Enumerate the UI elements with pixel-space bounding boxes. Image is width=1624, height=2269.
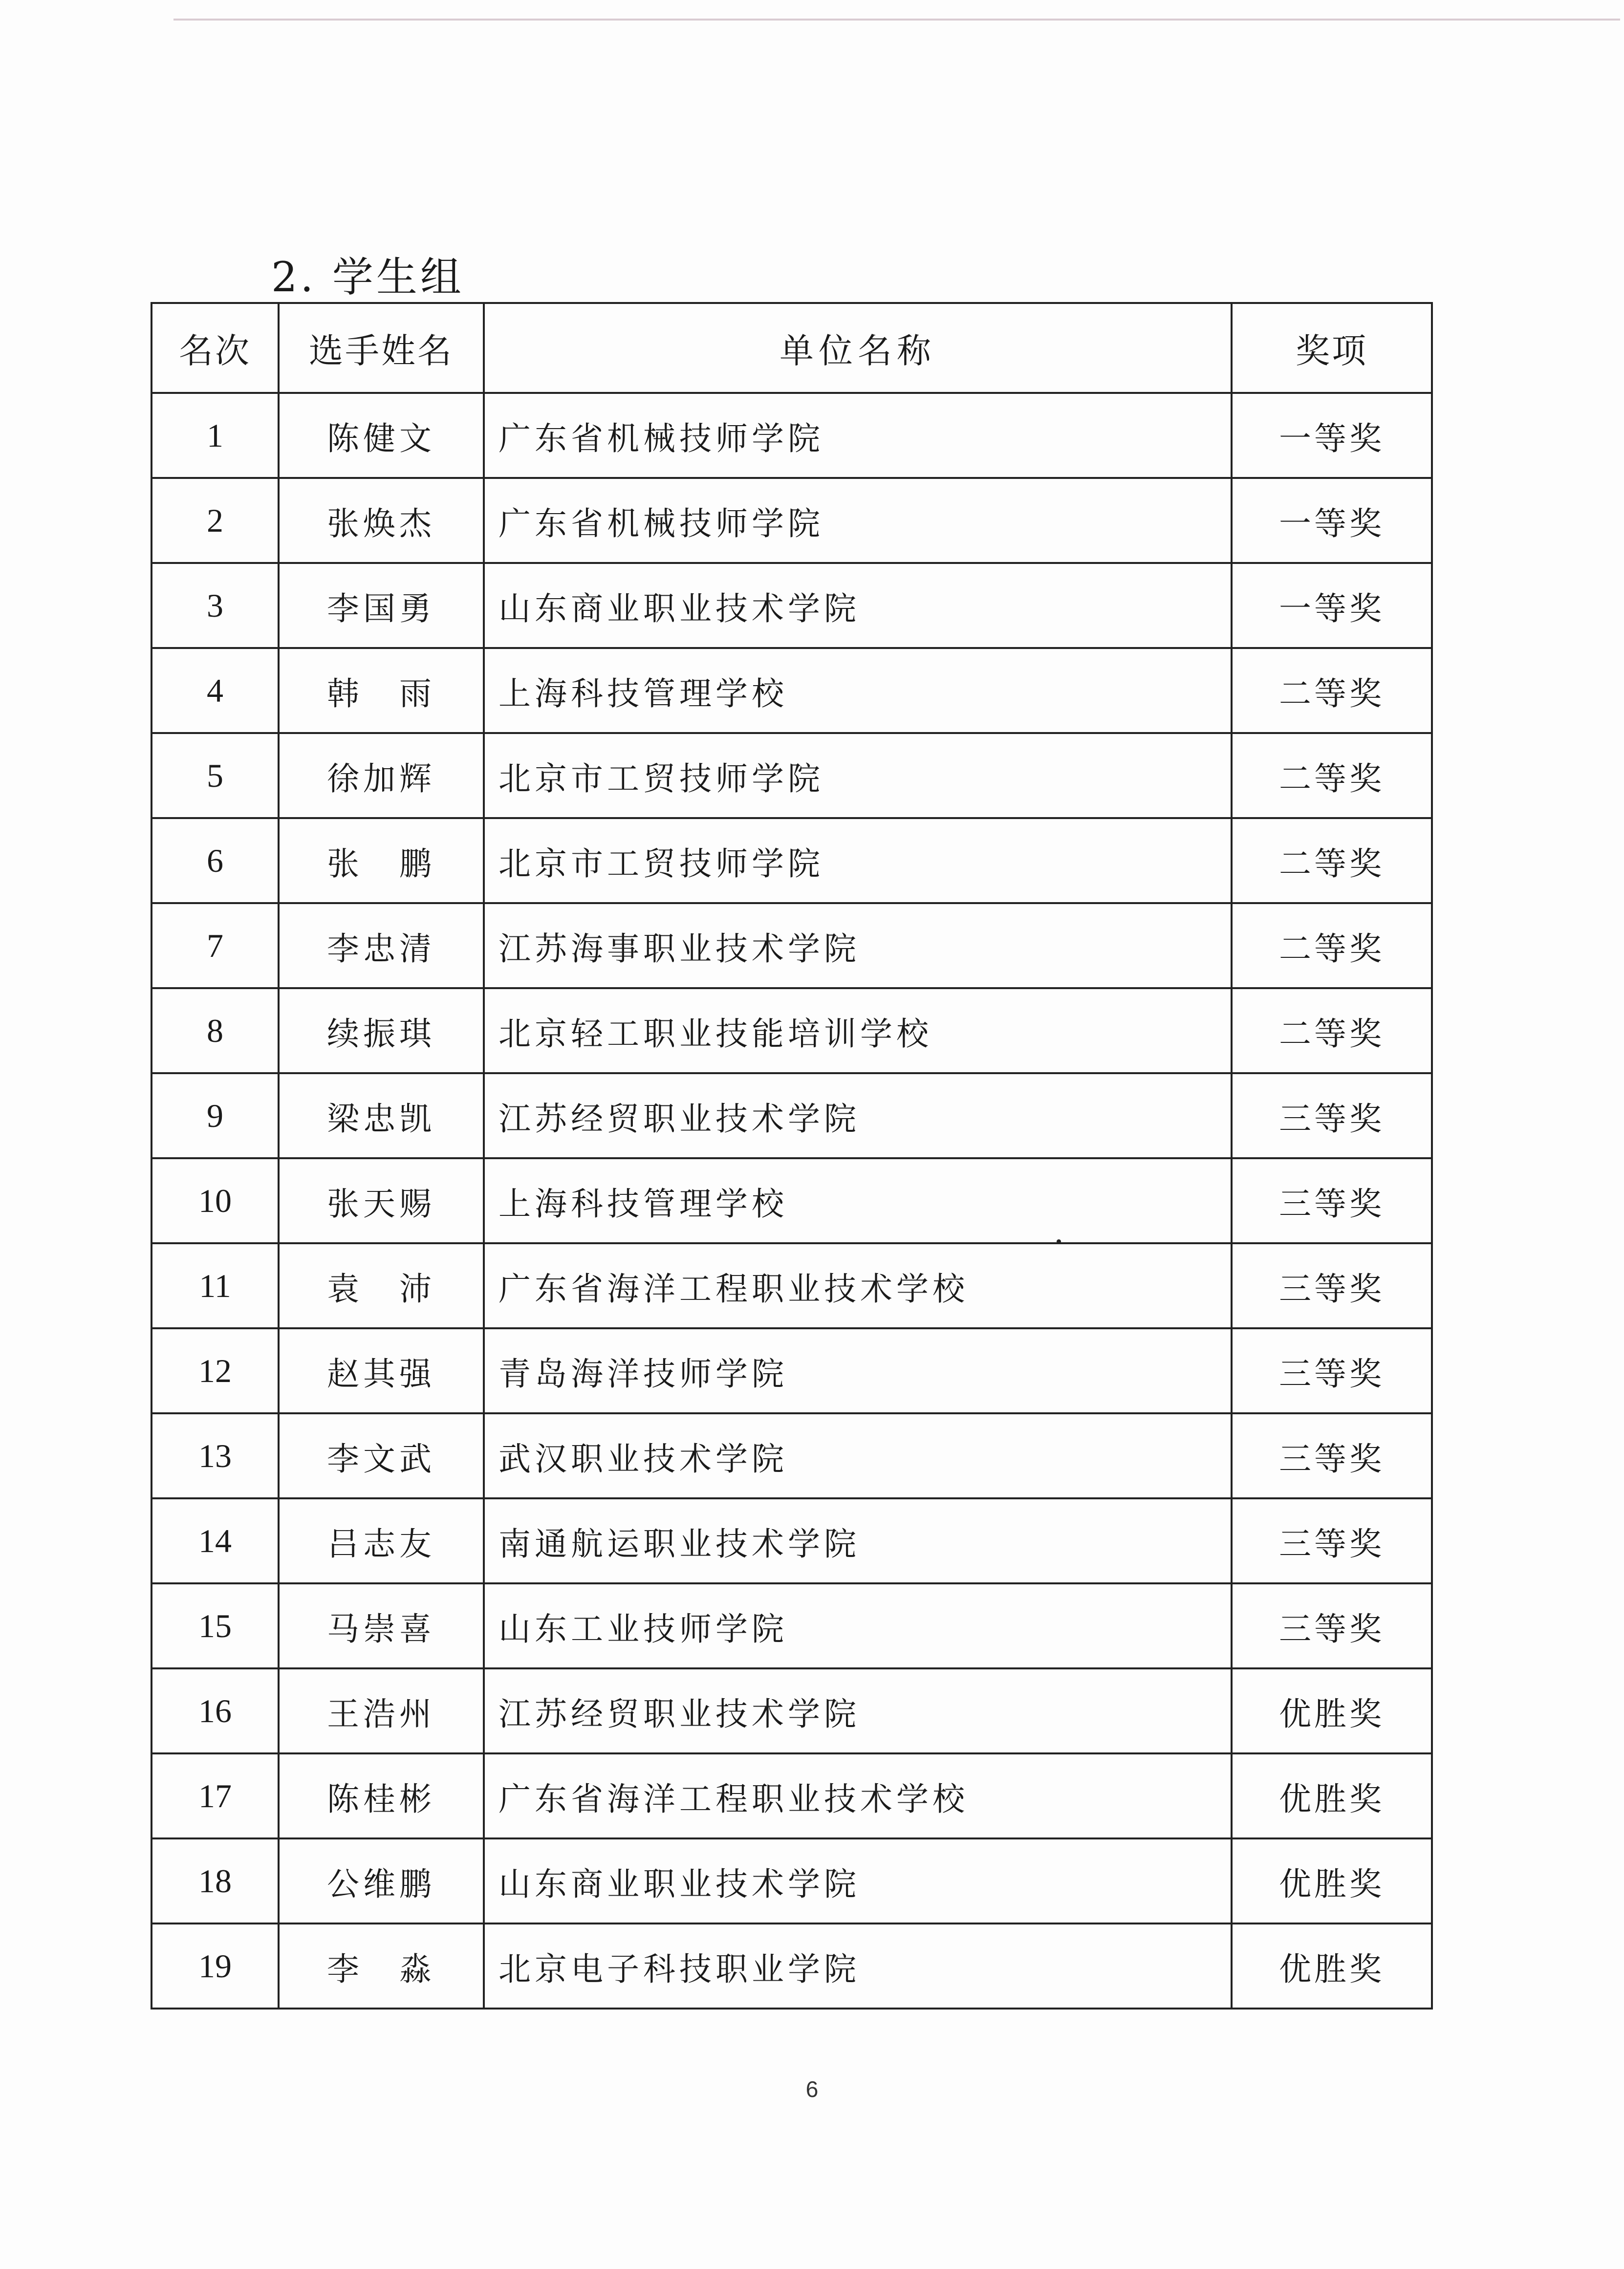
cell-unit: 北京市工贸技师学院 <box>484 733 1232 818</box>
cell-unit: 青岛海洋技师学院 <box>484 1328 1232 1413</box>
cell-unit: 广东省机械技师学院 <box>484 478 1232 563</box>
cell-name: 李国勇 <box>279 563 484 648</box>
cell-award: 三等奖 <box>1232 1583 1432 1668</box>
cell-name: 公维鹏 <box>279 1838 484 1923</box>
cell-award: 二等奖 <box>1232 733 1432 818</box>
cell-unit: 北京电子科技职业学院 <box>484 1923 1232 2009</box>
cell-unit: 江苏海事职业技术学院 <box>484 903 1232 988</box>
cell-unit: 江苏经贸职业技术学院 <box>484 1668 1232 1753</box>
table-row <box>152 903 1432 988</box>
cell-award: 二等奖 <box>1232 988 1432 1073</box>
award-table <box>151 302 1433 2010</box>
cell-award: 优胜奖 <box>1232 1753 1432 1838</box>
cell-award: 优胜奖 <box>1232 1668 1432 1753</box>
cell-name: 张 鹏 <box>279 818 484 903</box>
table-row <box>152 1838 1432 1923</box>
cell-rank: 10 <box>152 1158 279 1243</box>
cell-award: 优胜奖 <box>1232 1923 1432 2009</box>
header-award: 奖项 <box>1232 303 1432 393</box>
table-row <box>152 1328 1432 1413</box>
cell-unit: 江苏经贸职业技术学院 <box>484 1073 1232 1158</box>
table-row <box>152 1753 1432 1838</box>
header-rank: 名次 <box>152 303 279 393</box>
cell-award: 一等奖 <box>1232 393 1432 478</box>
section-title: 2. 学生组 <box>271 253 464 301</box>
table-row <box>152 1413 1432 1498</box>
cell-award: 二等奖 <box>1232 903 1432 988</box>
cell-name: 续振琪 <box>279 988 484 1073</box>
cell-rank: 19 <box>152 1923 279 2009</box>
table-row <box>152 478 1432 563</box>
cell-award: 三等奖 <box>1232 1328 1432 1413</box>
cell-name: 赵其强 <box>279 1328 484 1413</box>
cell-name: 袁 沛 <box>279 1243 484 1328</box>
table-row <box>152 1583 1432 1668</box>
header-unit: 单位名称 <box>484 303 1232 393</box>
cell-name: 张焕杰 <box>279 478 484 563</box>
table-row <box>152 818 1432 903</box>
cell-unit: 山东工业技师学院 <box>484 1583 1232 1668</box>
cell-rank: 5 <box>152 733 279 818</box>
cell-name: 王浩州 <box>279 1668 484 1753</box>
table-row <box>152 988 1432 1073</box>
table-row <box>152 1243 1432 1328</box>
cell-award: 优胜奖 <box>1232 1838 1432 1923</box>
cell-name: 韩 雨 <box>279 648 484 733</box>
table-row <box>152 1073 1432 1158</box>
table-header <box>152 303 1432 393</box>
cell-rank: 16 <box>152 1668 279 1753</box>
cell-award: 一等奖 <box>1232 478 1432 563</box>
cell-rank: 3 <box>152 563 279 648</box>
cell-name: 李忠清 <box>279 903 484 988</box>
table-row <box>152 648 1432 733</box>
cell-unit: 武汉职业技术学院 <box>484 1413 1232 1498</box>
cell-award: 三等奖 <box>1232 1073 1432 1158</box>
scan-edge-line <box>173 19 1620 21</box>
cell-name: 梁忠凯 <box>279 1073 484 1158</box>
cell-award: 二等奖 <box>1232 648 1432 733</box>
table-row <box>152 733 1432 818</box>
cell-unit: 广东省机械技师学院 <box>484 393 1232 478</box>
header-row <box>152 303 1432 393</box>
cell-rank: 13 <box>152 1413 279 1498</box>
cell-rank: 17 <box>152 1753 279 1838</box>
cell-name: 陈桂彬 <box>279 1753 484 1838</box>
cell-name: 徐加辉 <box>279 733 484 818</box>
cell-unit: 上海科技管理学校 <box>484 1158 1232 1243</box>
cell-name: 李 淼 <box>279 1923 484 2009</box>
table-row <box>152 1923 1432 2009</box>
cell-award: 一等奖 <box>1232 563 1432 648</box>
page-number: 6 <box>805 2076 819 2102</box>
cell-unit: 南通航运职业技术学院 <box>484 1498 1232 1583</box>
cell-rank: 14 <box>152 1498 279 1583</box>
cell-unit: 上海科技管理学校 <box>484 648 1232 733</box>
cell-rank: 12 <box>152 1328 279 1413</box>
cell-name: 马崇喜 <box>279 1583 484 1668</box>
cell-rank: 1 <box>152 393 279 478</box>
table-row <box>152 393 1432 478</box>
cell-name: 陈健文 <box>279 393 484 478</box>
cell-unit: 北京轻工职业技能培训学校 <box>484 988 1232 1073</box>
cell-rank: 9 <box>152 1073 279 1158</box>
cell-name: 张天赐 <box>279 1158 484 1243</box>
cell-award: 三等奖 <box>1232 1413 1432 1498</box>
cell-rank: 11 <box>152 1243 279 1328</box>
header-name: 选手姓名 <box>279 303 484 393</box>
cell-award: 二等奖 <box>1232 818 1432 903</box>
cell-rank: 8 <box>152 988 279 1073</box>
table-row <box>152 563 1432 648</box>
cell-name: 李文武 <box>279 1413 484 1498</box>
cell-unit: 广东省海洋工程职业技术学校 <box>484 1753 1232 1838</box>
cell-unit: 山东商业职业技术学院 <box>484 563 1232 648</box>
table-row <box>152 1158 1432 1243</box>
cell-unit: 北京市工贸技师学院 <box>484 818 1232 903</box>
cell-rank: 4 <box>152 648 279 733</box>
cell-award: 三等奖 <box>1232 1243 1432 1328</box>
scan-speck <box>1057 1239 1061 1244</box>
table-row <box>152 1498 1432 1583</box>
cell-award: 三等奖 <box>1232 1158 1432 1243</box>
cell-name: 吕志友 <box>279 1498 484 1583</box>
cell-rank: 2 <box>152 478 279 563</box>
cell-unit: 广东省海洋工程职业技术学校 <box>484 1243 1232 1328</box>
table-body <box>152 393 1432 2009</box>
cell-award: 三等奖 <box>1232 1498 1432 1583</box>
cell-unit: 山东商业职业技术学院 <box>484 1838 1232 1923</box>
cell-rank: 7 <box>152 903 279 988</box>
cell-rank: 18 <box>152 1838 279 1923</box>
cell-rank: 6 <box>152 818 279 903</box>
table-row <box>152 1668 1432 1753</box>
cell-rank: 15 <box>152 1583 279 1668</box>
